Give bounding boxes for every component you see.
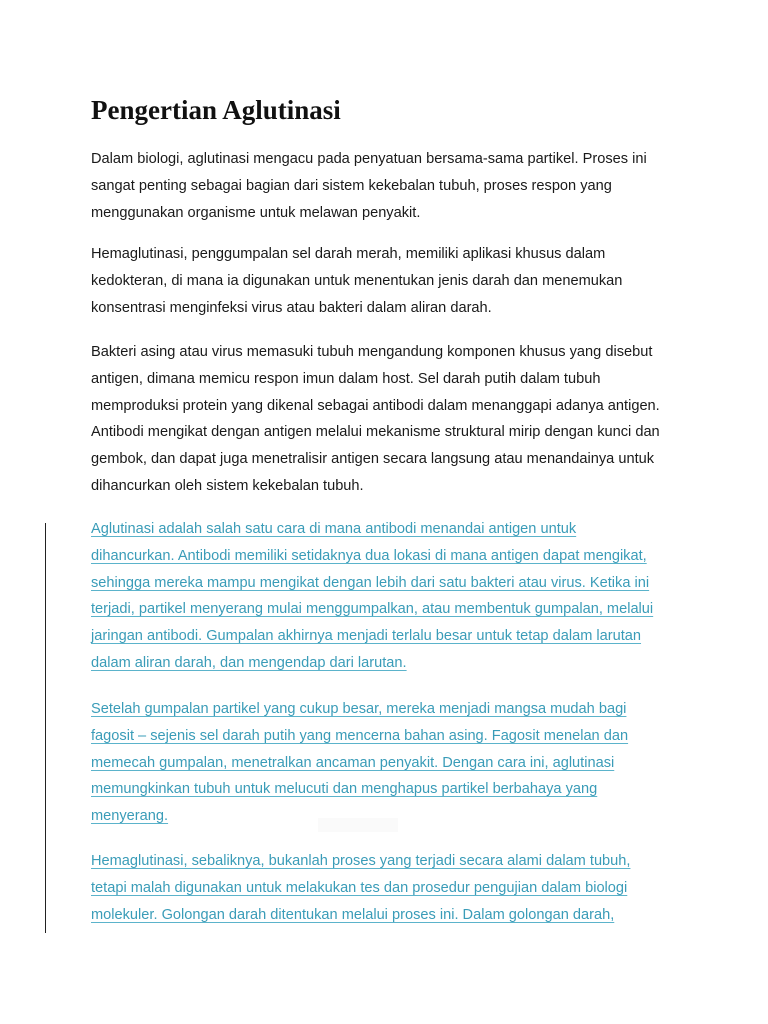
paragraph-line: Hemaglutinasi, penggumpalan sel darah merah, memiliki aplikasi khusus dalam [91, 246, 606, 262]
link-line[interactable]: menyerang. [91, 808, 169, 825]
paragraph-line: Dalam biologi, aglutinasi mengacu pada penyatuan bersama-sama partikel. Proses ini [91, 151, 647, 167]
paragraph-line: kedokteran, di mana ia digunakan untuk menentukan jenis darah dan menemukan [91, 272, 623, 289]
link-line[interactable]: molekuler. Golongan darah ditentukan melalui proses ini. Dalam golongan darah, [91, 906, 615, 923]
link-line[interactable]: tetapi malah digunakan untuk melakukan tes dan prosedur pengujian dalam biologi [91, 879, 628, 896]
paragraph-3 [91, 339, 691, 500]
paragraph-line: gembok, dan dapat juga menetralisir antigen secara langsung atau menandainya untuk [91, 451, 655, 468]
paragraph-line: konsentrasi menginfeksi virus atau bakteri dalam aliran darah. [91, 299, 492, 316]
paragraph-line: Bakteri asing atau virus memasuki tubuh mengandung komponen khusus yang disebut [91, 344, 653, 360]
margin-rule [45, 523, 46, 933]
link-line[interactable]: fagosit – sejenis sel darah putih yang mencerna bahan asing. Fagosit menelan dan [91, 727, 629, 744]
paragraph-line: Antibodi mengikat dengan antigen melalui mekanisme struktural mirip dengan kunci dan [91, 424, 660, 441]
link-line[interactable]: terjadi, partikel menyerang mulai menggumpalkan, atau membentuk gumpalan, melalui [91, 601, 654, 618]
paragraph-line: antigen, dimana memicu respon imun dalam host. Sel darah putih dalam tubuh [91, 370, 601, 387]
page-title: Pengertian Aglutinasi [91, 95, 341, 125]
paragraph-line: dihancurkan oleh sistem kekebalan tubuh. [91, 477, 364, 494]
link-line[interactable]: memecah gumpalan, menetralkan ancaman penyakit. Dengan cara ini, aglutinasi [91, 754, 615, 771]
link-line[interactable]: dalam aliran darah, dan mengendap dari larutan. [91, 654, 407, 671]
link-line[interactable]: jaringan antibodi. Gumpalan akhirnya menjadi terlalu besar untuk tetap dalam larutan [91, 628, 642, 645]
linked-paragraph-1[interactable] [91, 516, 691, 677]
faint-background-mark [318, 818, 398, 832]
linked-paragraph-3[interactable] [91, 848, 691, 928]
link-line[interactable]: Hemaglutinasi, sebaliknya, bukanlah proses yang terjadi secara alami dalam tubuh, [91, 853, 631, 869]
link-line[interactable]: sehingga mereka mampu mengikat dengan lebih dari satu bakteri atau virus. Ketika ini [91, 574, 650, 591]
paragraph-line: memproduksi protein yang dikenal sebagai antibodi dalam menanggapi adanya antigen. [91, 397, 660, 414]
link-line[interactable]: memungkinkan tubuh untuk melucuti dan menghapus partikel berbahaya yang [91, 781, 598, 798]
link-line[interactable]: Setelah gumpalan partikel yang cukup besar, mereka menjadi mangsa mudah bagi [91, 701, 627, 717]
link-line[interactable]: dihancurkan. Antibodi memiliki setidaknya dua lokasi di mana antigen dapat mengikat, [91, 547, 647, 564]
paragraph-line: sangat penting sebagai bagian dari sistem kekebalan tubuh, proses respon yang [91, 177, 612, 194]
linked-paragraph-2[interactable] [91, 696, 691, 830]
paragraph-1 [91, 146, 691, 226]
link-line[interactable]: Aglutinasi adalah salah satu cara di mana antibodi menandai antigen untuk [91, 521, 577, 537]
paragraph-2 [91, 241, 691, 321]
paragraph-line: menggunakan organisme untuk melawan penyakit. [91, 204, 421, 221]
